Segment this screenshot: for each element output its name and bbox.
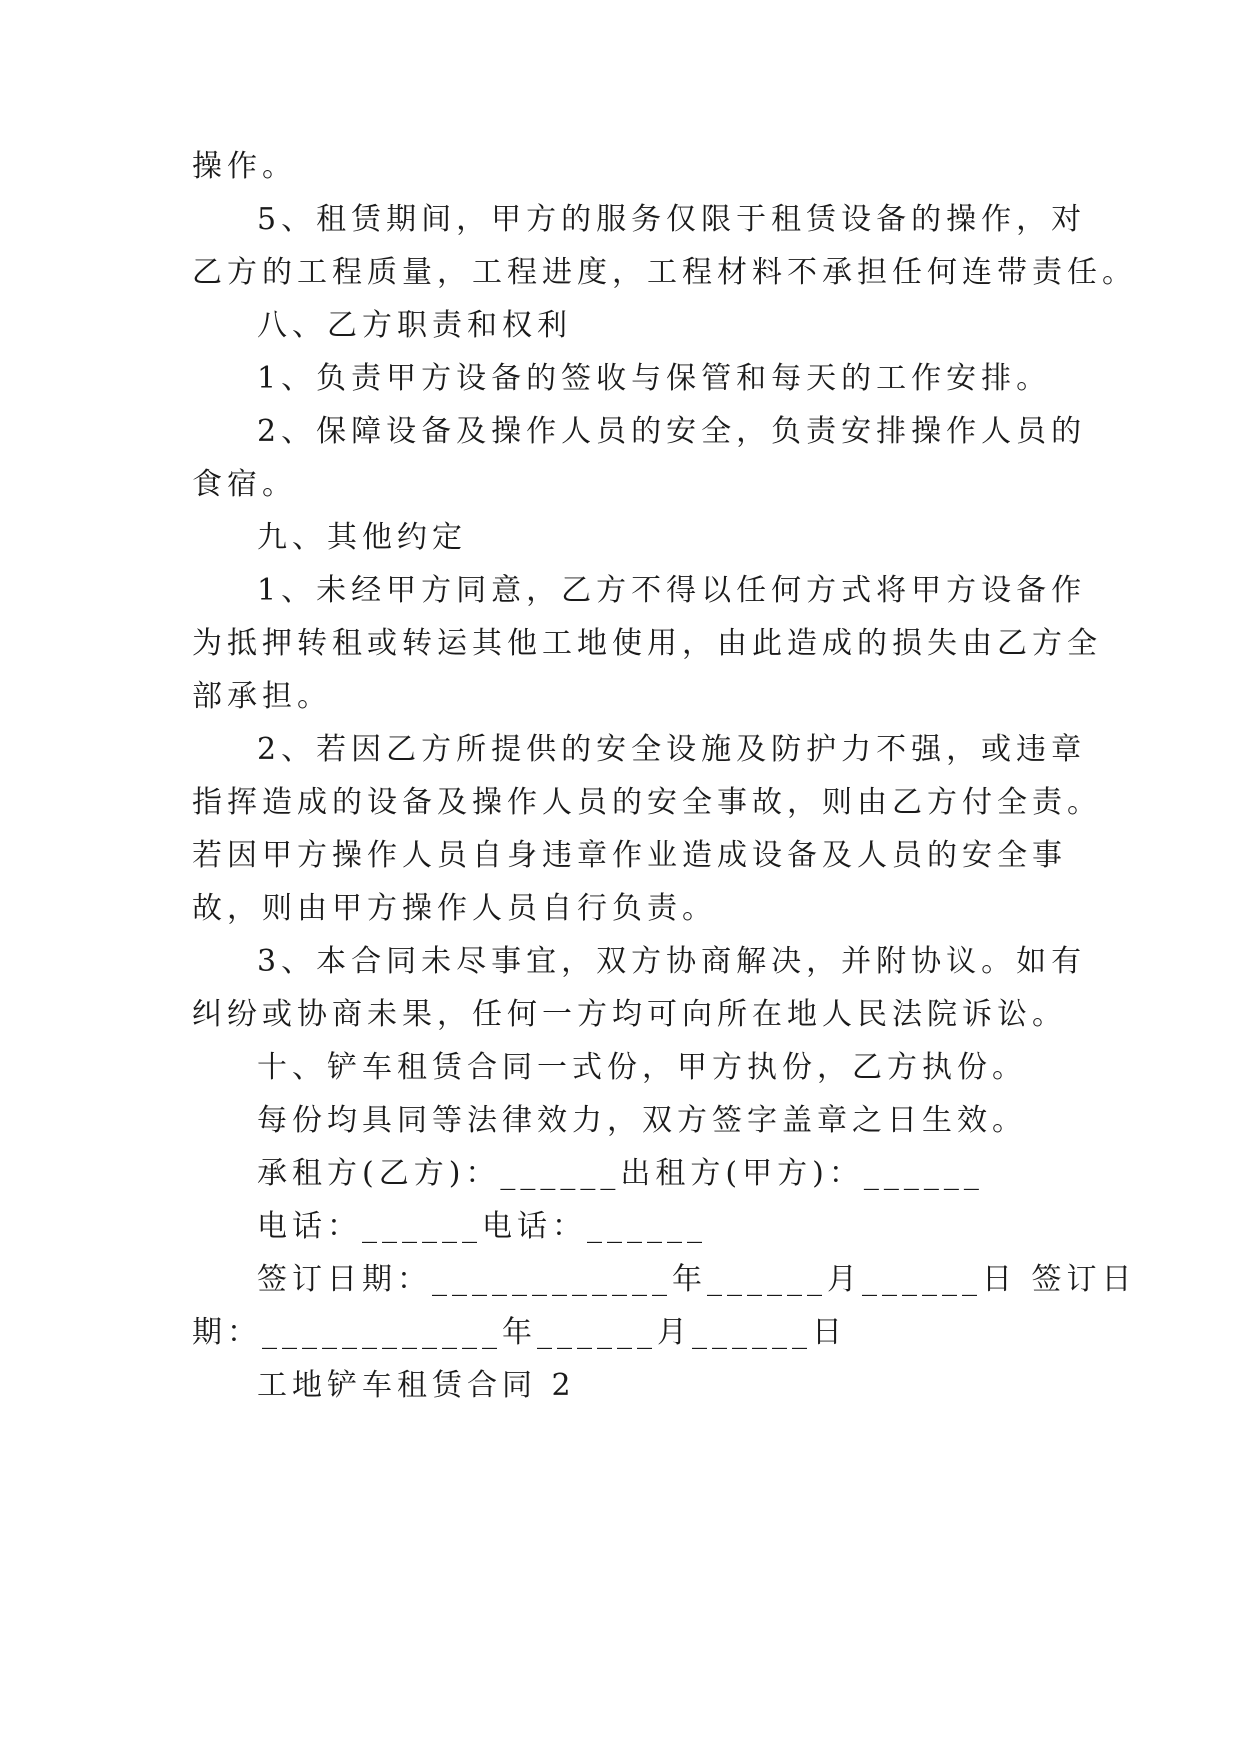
sign-date-line: 签订日期：____________年______月______日 签订日	[257, 1262, 1137, 1297]
text-line: 1、负责甲方设备的签收与保管和每天的工作安排。	[257, 361, 1052, 396]
text-line: 故，则由甲方操作人员自行负责。	[192, 891, 717, 926]
text-line: 纠纷或协商未果，任何一方均可向所在地人民法院诉讼。	[192, 997, 1067, 1032]
text-line: 每份均具同等法律效力，双方签字盖章之日生效。	[257, 1103, 1027, 1138]
text-line: 3、本合同未尽事宜，双方协商解决，并附协议。如有	[257, 944, 1087, 979]
text-line: 5、租赁期间，甲方的服务仅限于租赁设备的操作，对	[257, 202, 1087, 237]
text-line: 2、保障设备及操作人员的安全，负责安排操作人员的	[257, 414, 1087, 449]
section-heading: 九、其他约定	[257, 520, 467, 555]
text-line: 2、若因乙方所提供的安全设施及防护力不强，或违章	[257, 732, 1087, 767]
text-line: 部承担。	[192, 679, 332, 714]
text-line: 乙方的工程质量，工程进度，工程材料不承担任何连带责任。	[192, 255, 1137, 290]
text-line: 1、未经甲方同意，乙方不得以任何方式将甲方设备作	[257, 573, 1087, 608]
text-line: 指挥造成的设备及操作人员的安全事故，则由乙方付全责。	[192, 785, 1102, 820]
sign-date-line: 期：____________年______月______日	[192, 1315, 847, 1350]
text-line: 若因甲方操作人员自身违章作业造成设备及人员的安全事	[192, 838, 1067, 873]
signature-parties-line: 承租方(乙方)：______出租方(甲方)：______	[257, 1156, 984, 1191]
text-line: 食宿。	[192, 467, 297, 502]
section-heading: 十、铲车租赁合同一式份，甲方执份，乙方执份。	[257, 1050, 1027, 1085]
text-line: 为抵押转租或转运其他工地使用，由此造成的损失由乙方全	[192, 626, 1102, 661]
section-heading: 八、乙方职责和权利	[257, 308, 572, 343]
phone-line: 电话：______电话：______	[257, 1209, 707, 1244]
text-line: 操作。	[192, 149, 297, 184]
document-title-next: 工地铲车租赁合同 2	[257, 1368, 576, 1403]
